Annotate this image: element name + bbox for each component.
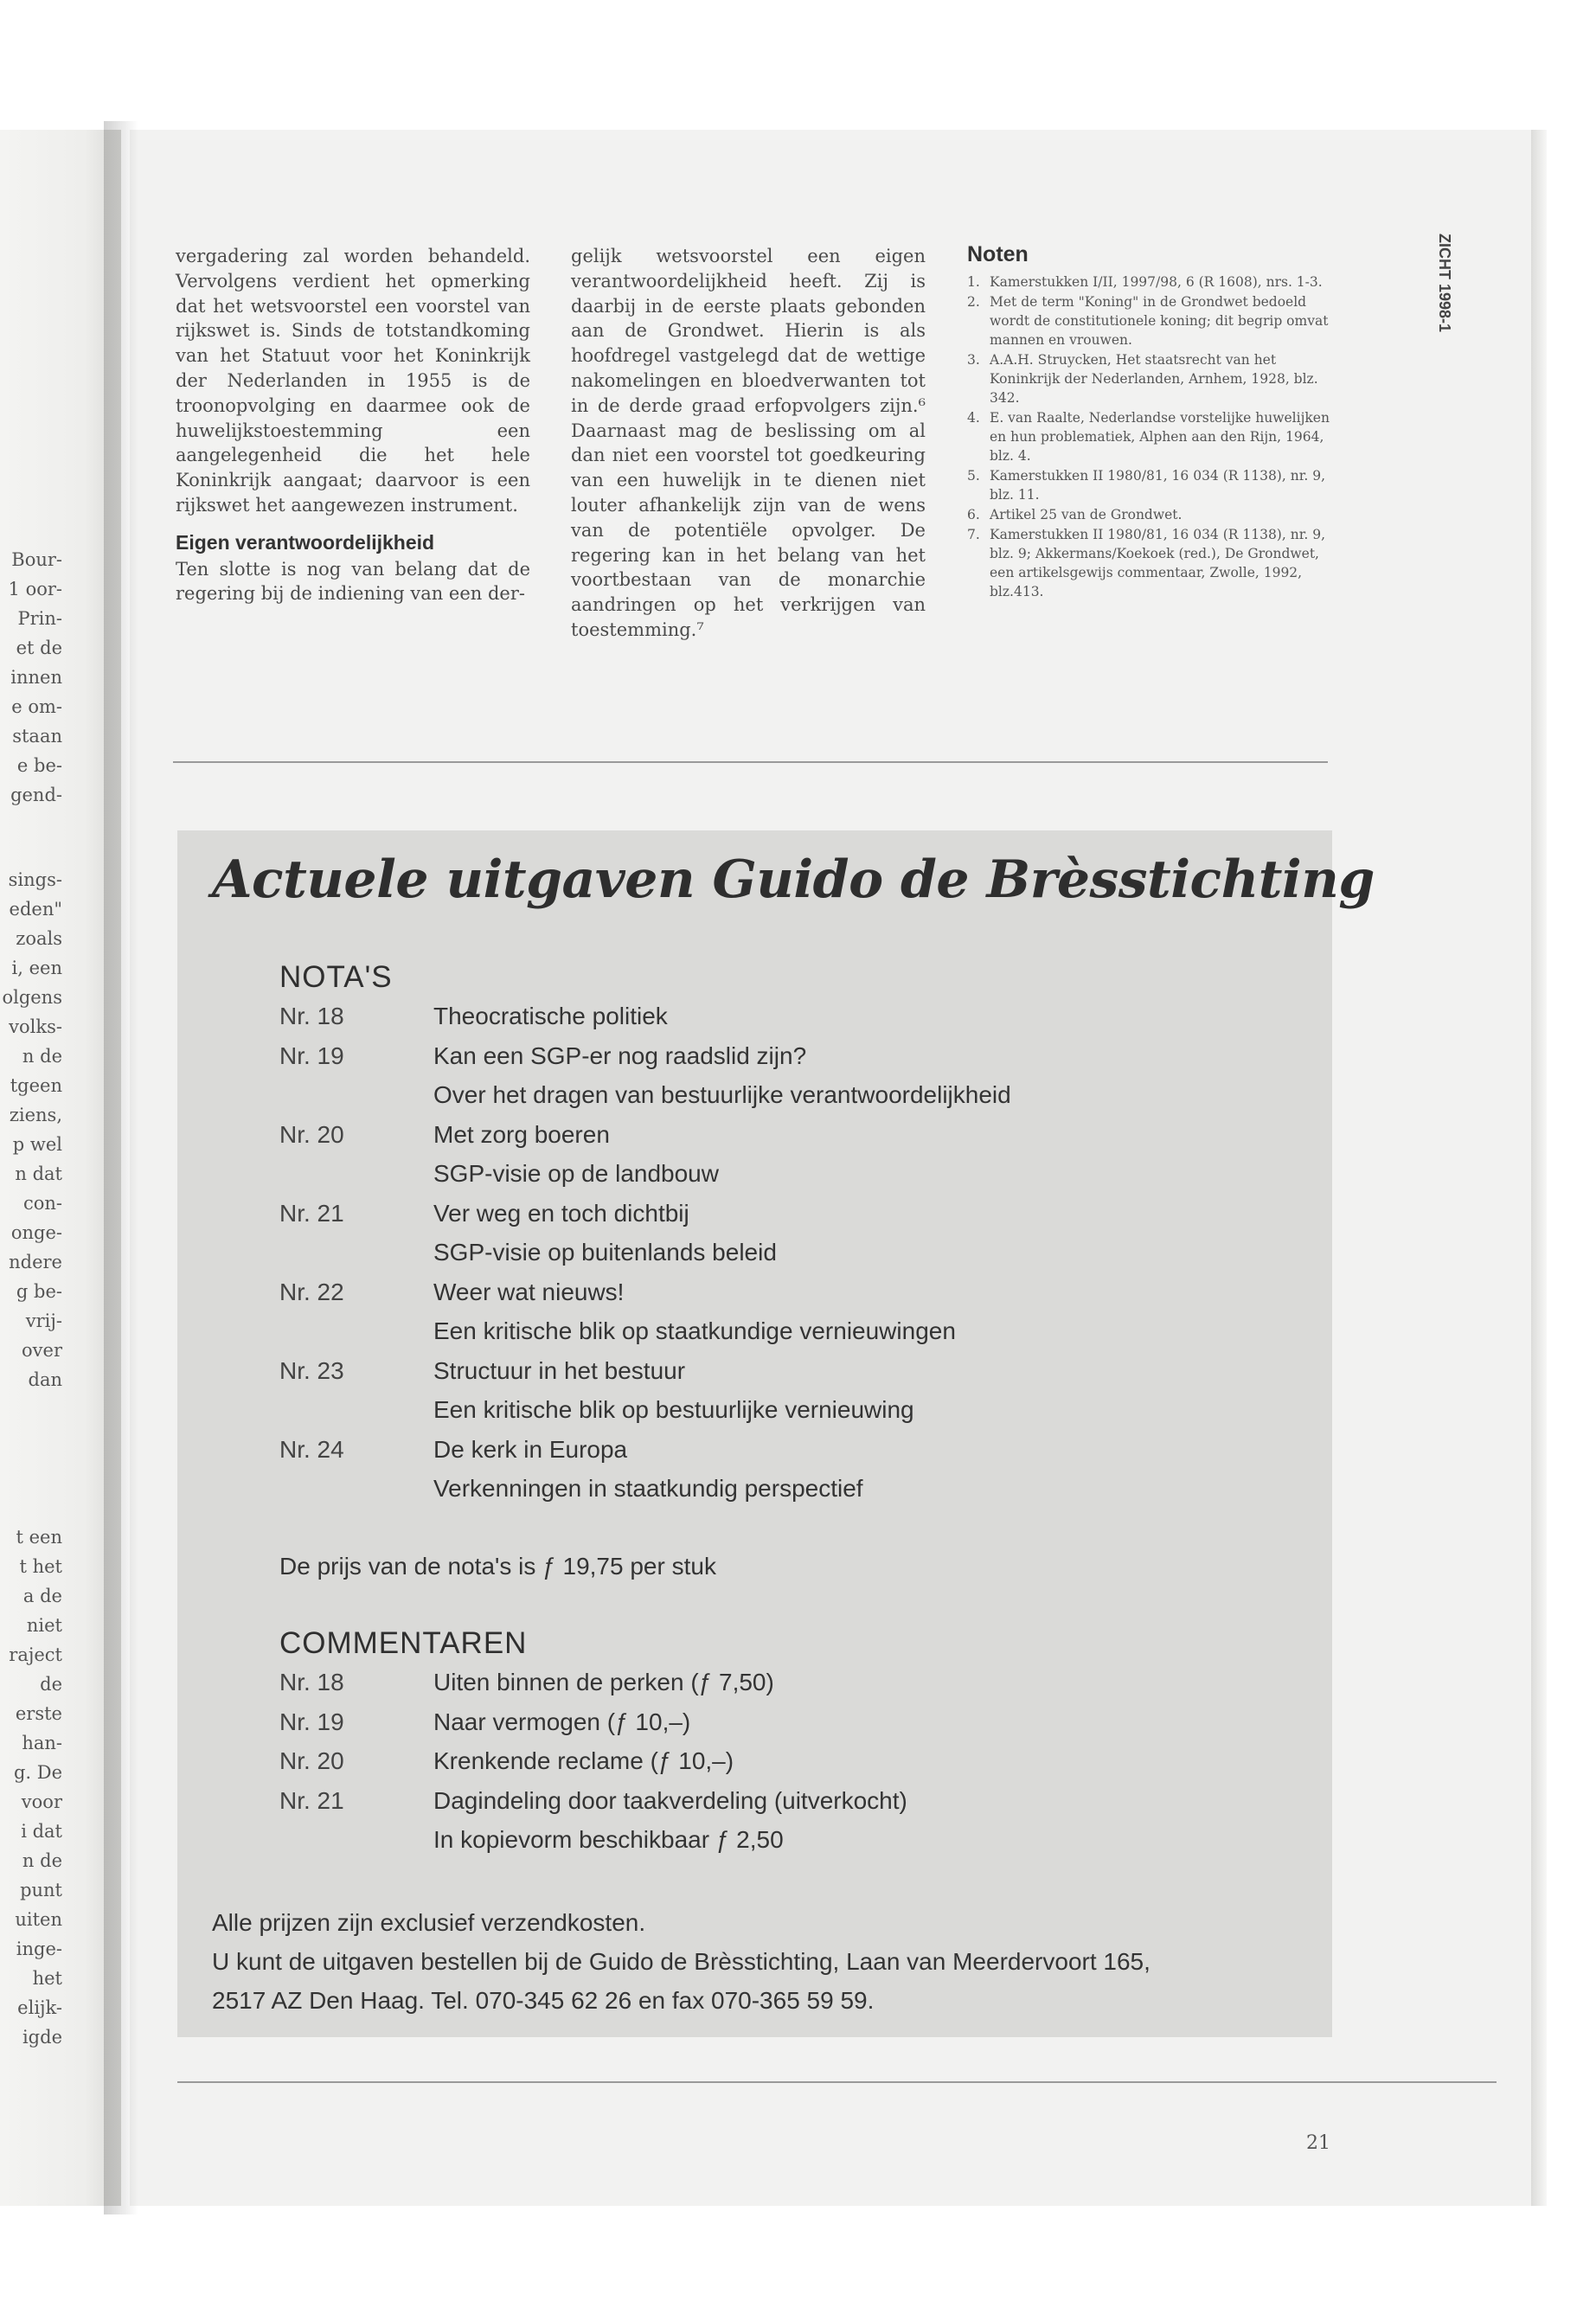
note-number: 5. (967, 468, 980, 484)
commentaren-list (279, 1663, 1274, 1860)
page-number: 21 (1306, 2132, 1330, 2154)
nota-item (279, 997, 1274, 1036)
divider (177, 2081, 1497, 2083)
item-number: Nr. 20 (279, 1120, 344, 1148)
article-column-2 (571, 244, 926, 643)
left-page-fragment: 1 oor- (8, 579, 62, 599)
left-page-fragment: punt (20, 1880, 62, 1900)
left-page-fragment: con- (22, 1193, 62, 1214)
left-page-fragment: het (32, 1968, 62, 1989)
nota-item (279, 1115, 1274, 1194)
left-page-fragment: sings- (8, 869, 62, 890)
note-text: A.A.H. Struycken, Het staatsrecht van het Koninkrijk der Nederlanden, Arnhem, 1928, blz. 342. (990, 352, 1318, 406)
note-number: 4. (967, 410, 980, 426)
note-text: Kamerstukken I/II, 1997/98, 6 (R 1608), nrs. 1-3. (990, 274, 1323, 290)
item-number: Nr. 21 (279, 1199, 344, 1227)
left-page-fragment: de (40, 1674, 62, 1695)
left-page-fragment: niet (26, 1615, 62, 1636)
nota-item (279, 1430, 1274, 1509)
item-title: Kan een SGP-er nog raadslid zijn? (433, 1042, 807, 1069)
commentaren-heading: COMMENTAREN (279, 1626, 528, 1660)
left-page-fragment: n de (22, 1850, 62, 1871)
item-title: Structuur in het bestuur (433, 1356, 686, 1384)
note-item (967, 525, 1330, 601)
notas-heading: NOTA'S (279, 960, 393, 994)
left-page-fragment: t een (16, 1527, 62, 1548)
note-number: 7. (967, 527, 980, 542)
nota-item (279, 1194, 1274, 1272)
left-page-fragment: staan (12, 726, 62, 747)
item-title: Dagindeling door taakverdeling (uitverkocht) (433, 1786, 907, 1814)
left-page-text-fragments-3 (0, 1522, 62, 2052)
left-page-fragment: voor (21, 1791, 62, 1812)
item-number: Nr. 19 (279, 1708, 344, 1735)
left-page-text-fragments-1 (0, 545, 62, 810)
item-number: Nr. 23 (279, 1356, 344, 1384)
note-text: Kamerstukken II 1980/81, 16 034 (R 1138), nr. 9, blz. 9; Akkermans/Koekoek (red.), De Grondwet, een artikelsgewijs commentaar, Zwolle, 1992, blz.413. (990, 527, 1326, 599)
left-page-fragment: i, een (11, 958, 62, 978)
left-page-fragment: e om- (11, 696, 62, 717)
left-page-fragment: g. De (13, 1762, 62, 1783)
item-subtitle: In kopievorm beschikbaar ƒ 2,50 (433, 1826, 784, 1853)
left-page-fragment: eden" (9, 899, 62, 920)
item-number: Nr. 21 (279, 1786, 344, 1814)
left-page-fragment: igde (22, 2027, 62, 2048)
left-page-fragment: over (22, 1340, 62, 1361)
commentaar-item (279, 1741, 1274, 1781)
order-info-line: 2517 AZ Den Haag. Tel. 070-345 62 26 en fax 070-365 59 59. (212, 1987, 875, 2014)
left-page-fragment: et de (16, 638, 62, 658)
order-information (212, 1903, 1319, 2020)
note-item (967, 408, 1330, 465)
item-title: Weer wat nieuws! (433, 1278, 625, 1305)
item-number: Nr. 18 (279, 1003, 344, 1029)
left-page-fragment: ziens, (9, 1105, 62, 1125)
left-page-text-fragments-2 (0, 865, 62, 1394)
note-number: 2. (967, 294, 980, 310)
commentaar-item (279, 1781, 1274, 1860)
item-subtitle: Verkenningen in staatkundig perspectief (433, 1475, 863, 1502)
left-page-fragment: elijk- (17, 1997, 62, 2018)
item-subtitle: SGP-visie op de landbouw (433, 1160, 719, 1187)
item-title: Theocratische politiek (433, 1003, 668, 1029)
article-paragraph: vergadering zal worden behandeld. Vervolgens verdient het opmerking dat het wetsvoorstel een voorstel van rijkswet is. Sinds de totstandkoming van het Statuut voor het Koninkrijk der Nederlanden in 1955 is de troonopvolging en daarmee ook de huwelijkstoestemming een aangelegenheid die het hele Koninkrijk aangaat; daarvoor is een rijkswet het aangewezen instrument. (176, 246, 530, 516)
left-page-fragment: e be- (16, 755, 62, 776)
note-text: Kamerstukken II 1980/81, 16 034 (R 1138), nr. 9, blz. 11. (990, 468, 1326, 503)
left-page-fragment: erste (15, 1703, 62, 1724)
left-page-fragment: inge- (16, 1939, 62, 1959)
left-page-fragment: volks- (9, 1016, 62, 1037)
advertisement-title: Actuele uitgaven Guido de Brèsstichting (212, 849, 1375, 910)
note-text: E. van Raalte, Nederlandse vorstelijke huwelijken en hun problematiek, Alphen aan den Rijn, 1964, blz. 4. (990, 410, 1330, 464)
note-item (967, 292, 1330, 349)
notas-list (279, 997, 1274, 1509)
notes-title: Noten (967, 242, 1029, 266)
left-page-fragment: n dat (15, 1163, 62, 1184)
commentaar-item (279, 1702, 1274, 1742)
item-subtitle: SGP-visie op buitenlands beleid (433, 1239, 777, 1266)
left-page-fragment: gend- (10, 785, 62, 805)
order-info-line: Alle prijzen zijn exclusief verzendkosten. (212, 1909, 646, 1936)
left-page-fragment: uiten (15, 1909, 62, 1930)
note-text: Met de term "Koning" in de Grondwet bedoeld wordt de constitutionele koning; dit begrip omvat mannen en vrouwen. (990, 294, 1329, 348)
note-item (967, 466, 1330, 504)
note-number: 1. (967, 274, 980, 290)
note-item (967, 350, 1330, 407)
left-page-fragment: n de (22, 1046, 62, 1067)
left-page-fragment: zoals (16, 928, 62, 949)
article-paragraph: Ten slotte is nog van belang dat de regering bij de indiening van een der- (176, 558, 530, 605)
item-subtitle: Een kritische blik op bestuurlijke vernieuwing (433, 1396, 914, 1423)
article-column-1 (176, 244, 530, 606)
item-title: Ver weg en toch dichtbij (433, 1199, 689, 1227)
spine-shadow (104, 121, 138, 2214)
left-page-fragment: t het (19, 1556, 62, 1577)
divider (173, 761, 1328, 763)
nota-item (279, 1272, 1274, 1351)
note-item (967, 505, 1330, 524)
note-number: 6. (967, 507, 980, 522)
left-page-fragment: onge- (10, 1222, 62, 1243)
article-paragraph: gelijk wetsvoorstel een eigen verantwoordelijkheid heeft. Zij is daarbij in de eerste plaats gebonden aan de Grondwet. Hierin is als hoofdregel vastgelegd dat de wettige nakomelingen en bloedverwanten tot in de derde graad erfopvolgers zijn.⁶ Daarnaast mag de beslissing om al dan niet een voorstel tot goedkeuring van een huwelijk in te dienen niet louter afhankelijk zijn van de wens van de potentiële opvolger. De regering kan in het belang van het voortbestaan van de monarchie aandringen op het verkrijgen van toestemming.⁷ (571, 246, 926, 640)
item-title: Uiten binnen de perken (ƒ 7,50) (433, 1669, 774, 1695)
journal-id: ZICHT 1998-1 (1436, 234, 1453, 333)
left-page-fragment: han- (22, 1733, 62, 1753)
commentaar-item (279, 1663, 1274, 1702)
left-page-fragment: olgens (2, 987, 62, 1008)
left-page-fragment: innen (10, 667, 62, 688)
notes-section (967, 242, 1330, 602)
order-info-line: U kunt de uitgaven bestellen bij de Guido de Brèsstichting, Laan van Meerdervoort 165, (212, 1948, 1151, 1975)
item-number: Nr. 18 (279, 1669, 344, 1695)
item-title: Naar vermogen (ƒ 10,–) (433, 1708, 691, 1735)
item-title: Krenkende reclame (ƒ 10,–) (433, 1747, 734, 1774)
left-page-fragment: g be- (16, 1281, 62, 1302)
left-page-fragment: vrij- (25, 1311, 62, 1331)
notas-price: De prijs van de nota's is ƒ 19,75 per stuk (279, 1553, 716, 1580)
item-number: Nr. 24 (279, 1435, 344, 1463)
left-page-fragment: Prin- (17, 608, 62, 629)
item-title: De kerk in Europa (433, 1435, 628, 1463)
left-page-fragment: tgeen (10, 1075, 62, 1096)
item-subtitle: Een kritische blik op staatkundige vernieuwingen (433, 1317, 956, 1344)
note-number: 3. (967, 352, 980, 368)
nota-item (279, 1351, 1274, 1430)
left-page-fragment: ndere (9, 1252, 62, 1272)
item-number: Nr. 22 (279, 1278, 344, 1305)
note-text: Artikel 25 van de Grondwet. (990, 507, 1183, 522)
item-number: Nr. 19 (279, 1042, 344, 1069)
left-page-fragment: i dat (21, 1821, 62, 1842)
note-item (967, 272, 1330, 292)
left-page-fragment: Bour- (11, 549, 62, 570)
article-subheading: Eigen verantwoordelijkheid (176, 530, 435, 554)
left-page-fragment: a de (22, 1586, 62, 1606)
item-subtitle: Over het dragen van bestuurlijke verantwoordelijkheid (433, 1081, 1011, 1108)
item-number: Nr. 20 (279, 1747, 344, 1774)
right-page-edge (1531, 130, 1547, 2206)
left-page-fragment: dan (28, 1369, 62, 1390)
item-title: Met zorg boeren (433, 1120, 610, 1148)
left-page-fragment: p wel (12, 1134, 62, 1155)
left-page-fragment: raject (9, 1644, 62, 1665)
notes-list (967, 272, 1330, 601)
nota-item (279, 1036, 1274, 1115)
